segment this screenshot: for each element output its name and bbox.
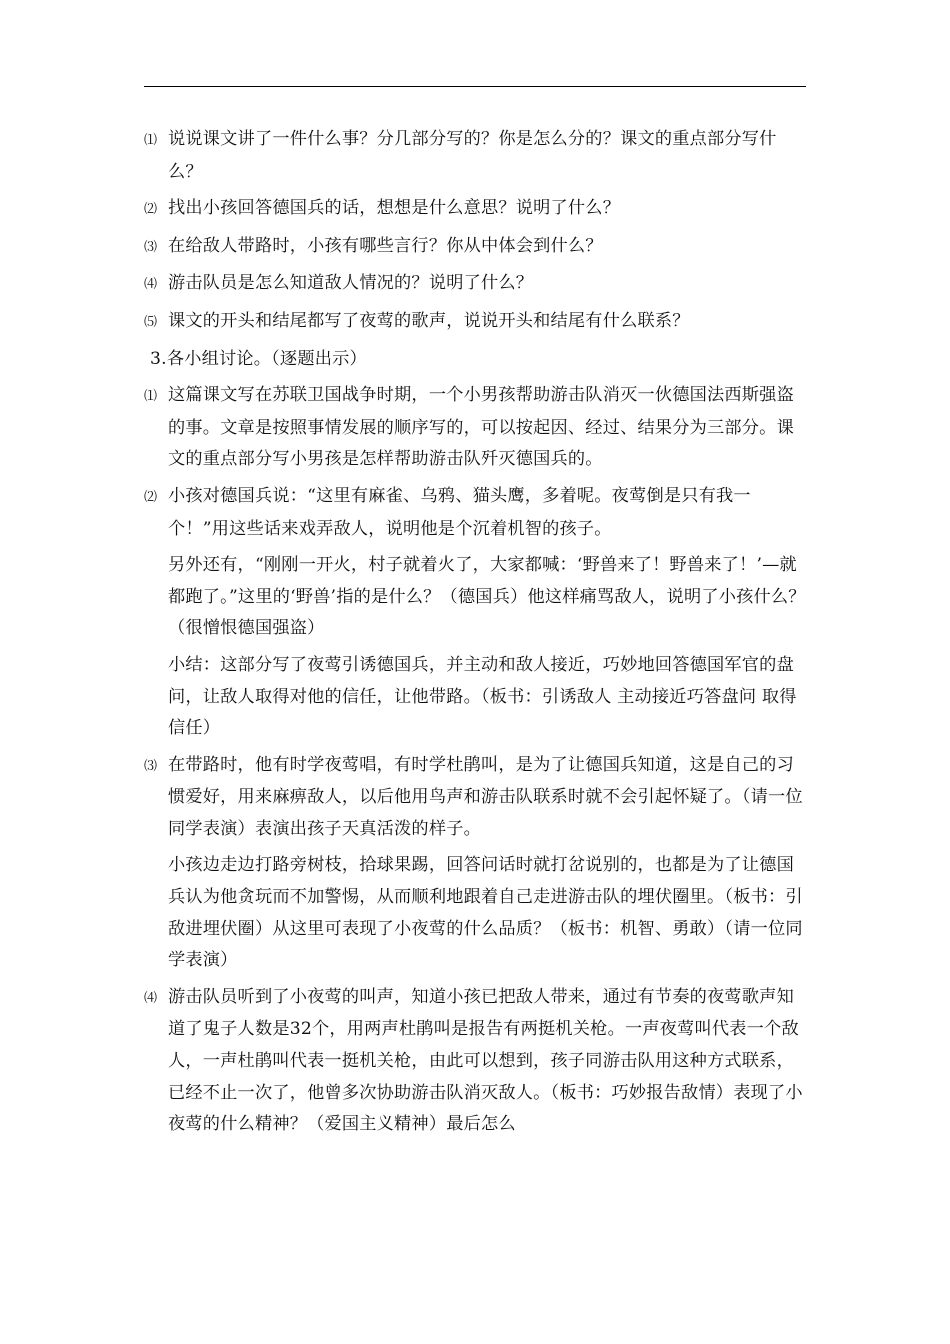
section-3-heading: 3.各小组讨论。（逐题出示） [150, 348, 367, 369]
answer-2-summary: 小结：这部分写了夜莺引诱德国兵，并主动和敌人接近，巧妙地回答德国军官的盘问，让敌人取得对他的信任，让他带路。（板书：引诱敌人 主动接近巧答盘问 取得信任） [168, 654, 797, 739]
document-body [144, 124, 808, 1141]
answer-1: ⑴ 这篇课文写在苏联卫国战争时期，一个小男孩帮助游击队消灭一伙德国法西斯强盗的事。文章是按照事情发展的顺序写的，可以按起因、经过、结果分为三部分。课文的重点部分写小男孩是怎样帮助游击队歼灭德国兵的。 [144, 385, 794, 470]
question-5: ⑸ 课文的开头和结尾都写了夜莺的歌声，说说开头和结尾有什么联系？ [144, 310, 690, 331]
question-3: ⑶ 在给敌人带路时，小孩有哪些言行？你从中体会到什么？ [144, 235, 603, 256]
question-4: ⑷ 游击队员是怎么知道敌人情况的？说明了什么？ [144, 273, 534, 294]
answer-4: ⑷ 游击队员听到了小夜莺的叫声，知道小孩已把敌人带来，通过有节奏的夜莺歌声知道了鬼子人数是32个，用两声杜鹃叫是报告有两挺机关枪。一声夜莺叫代表一个敌人，一声杜鹃叫代表一挺机关枪，由此可以想到，孩子同游击队用这种方式联系，已经不止一次了，他曾多次协助游击队消灭敌人。（板书：巧妙报告敌情）表现了小夜莺的什么精神？（爱国主义精神）最后怎么 [144, 986, 803, 1135]
answer-2-paragraph-2: 另外还有，“刚刚一开火，村子就着火了，大家都喊：‘野兽来了！野兽来了！’—就都跑了。”这里的‘野兽’指的是什么？（德国兵）他这样痛骂敌人，说明了小孩什么？（很憎恨德国强盗） [168, 555, 806, 639]
question-2: ⑵ 找出小孩回答德国兵的话，想想是什么意思？说明了什么？ [144, 198, 621, 219]
question-1: ⑴ 说说课文讲了一件什么事？分几部分写的？你是怎么分的？课文的重点部分写什么？ [144, 129, 777, 182]
answer-2: ⑵ 小孩对德国兵说：“这里有麻雀、乌鸦、猫头鹰，多着呢。夜莺倒是只有我一个！”用这些话来戏弄敌人，说明他是个沉着机智的孩子。 [144, 485, 751, 539]
header-rule [144, 86, 806, 87]
answer-3: ⑶ 在带路时，他有时学夜莺唱，有时学杜鹃叫，是为了让德国兵知道，这是自己的习惯爱好，用来麻痹敌人，以后他用鸟声和游击队联系时就不会引起怀疑了。（请一位同学表演）表演出孩子天真活泼的样子。 [144, 754, 803, 839]
answer-3-paragraph-2: 小孩边走边打路旁树枝，拾球果踢，回答问话时就打岔说别的，也都是为了让德国兵认为他贪玩而不加警惕，从而顺利地跟着自己走进游击队的埋伏圈里。（板书：引敌进埋伏圈）从这里可表现了小夜莺的什么品质？（板书：机智、勇敢）（请一位同学表演） [168, 855, 803, 971]
